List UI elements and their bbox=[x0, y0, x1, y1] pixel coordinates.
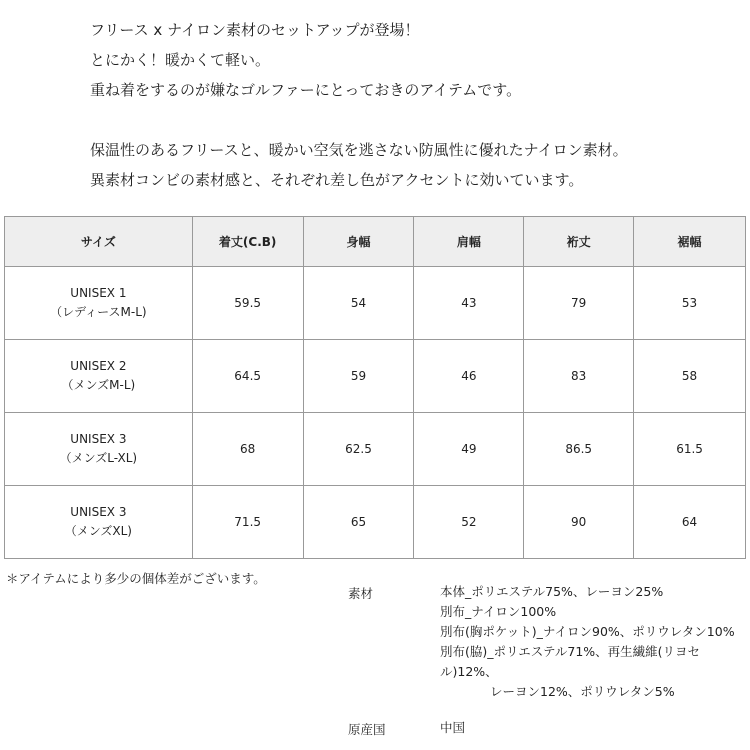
table-row bbox=[5, 486, 746, 559]
measure-cell: 79 bbox=[524, 267, 634, 340]
header-cell: 着丈(C.B) bbox=[192, 217, 303, 267]
measure-cell: 59 bbox=[303, 340, 414, 413]
measure-cell: 58 bbox=[634, 340, 746, 413]
measure-cell: 54 bbox=[303, 267, 414, 340]
measure-cell: 68 bbox=[192, 413, 303, 486]
measure-cell: 65 bbox=[303, 486, 414, 559]
size-name: UNISEX 3 bbox=[70, 432, 127, 446]
intro-line: 異素材コンビの素材感と、それぞれ差し色がアクセントに効いています。 bbox=[90, 171, 584, 189]
origin-value: 中国 bbox=[440, 720, 466, 735]
measure-cell: 52 bbox=[414, 486, 524, 559]
size-name: UNISEX 1 bbox=[70, 286, 127, 300]
measure-cell: 49 bbox=[414, 413, 524, 486]
measure-cell: 83 bbox=[524, 340, 634, 413]
intro-line: フリース x ナイロン素材のセットアップが登場！ bbox=[90, 21, 420, 39]
header-cell: 裾幅 bbox=[634, 217, 746, 267]
material-line: 本体_ポリエステル75%、レーヨン25% bbox=[440, 584, 664, 599]
variation-note: ＊アイテムにより多少の個体差がございます。 bbox=[6, 571, 266, 586]
size-sub: （メンズM-L) bbox=[61, 378, 136, 392]
intro-line: 重ね着をするのが嫌なゴルファーにとっておきのアイテムです。 bbox=[90, 81, 522, 99]
size-sub: （メンズL-XL) bbox=[59, 451, 138, 465]
measure-cell: 46 bbox=[414, 340, 524, 413]
measure-cell: 71.5 bbox=[192, 486, 303, 559]
size-sub: （レディースM-L) bbox=[50, 305, 147, 319]
measure-cell: 53 bbox=[634, 267, 746, 340]
measure-cell: 64 bbox=[634, 486, 746, 559]
table-row bbox=[5, 267, 746, 340]
measure-cell: 43 bbox=[414, 267, 524, 340]
material-line: 別布(胸ポケット)_ナイロン90%、ポリウレタン10% bbox=[440, 624, 735, 639]
measure-cell: 61.5 bbox=[634, 413, 746, 486]
size-sub: （メンズXL) bbox=[64, 524, 132, 538]
material-label: 素材 bbox=[348, 586, 374, 601]
measure-cell: 90 bbox=[524, 486, 634, 559]
material-list bbox=[440, 582, 750, 702]
material-line: 別布(脇)_ポリエステル71%、再生繊維(リヨセル)12%、 bbox=[440, 644, 701, 679]
size-cell bbox=[5, 413, 193, 486]
header-cell: 身幅 bbox=[303, 217, 414, 267]
size-name: UNISEX 2 bbox=[70, 359, 127, 373]
size-name: UNISEX 3 bbox=[70, 505, 127, 519]
intro-line: とにかく！暖かくて軽い。 bbox=[90, 51, 271, 69]
measure-cell: 62.5 bbox=[303, 413, 414, 486]
table-header-row bbox=[5, 217, 746, 267]
measure-cell: 64.5 bbox=[192, 340, 303, 413]
size-cell bbox=[5, 267, 193, 340]
size-cell bbox=[5, 486, 193, 559]
measure-cell: 59.5 bbox=[192, 267, 303, 340]
header-cell: 裄丈 bbox=[524, 217, 634, 267]
table-row bbox=[5, 340, 746, 413]
table-row bbox=[5, 413, 746, 486]
measure-cell: 86.5 bbox=[524, 413, 634, 486]
intro-line: 保温性のあるフリースと、暖かい空気を逃さない防風性に優れたナイロン素材。 bbox=[90, 141, 628, 159]
size-table bbox=[4, 216, 746, 559]
material-line: レーヨン12%、ポリウレタン5% bbox=[440, 684, 675, 699]
origin-label: 原産国 bbox=[348, 722, 386, 737]
header-cell: 肩幅 bbox=[414, 217, 524, 267]
size-cell bbox=[5, 340, 193, 413]
header-cell: サイズ bbox=[5, 217, 193, 267]
material-line: 別布_ナイロン100% bbox=[440, 604, 557, 619]
